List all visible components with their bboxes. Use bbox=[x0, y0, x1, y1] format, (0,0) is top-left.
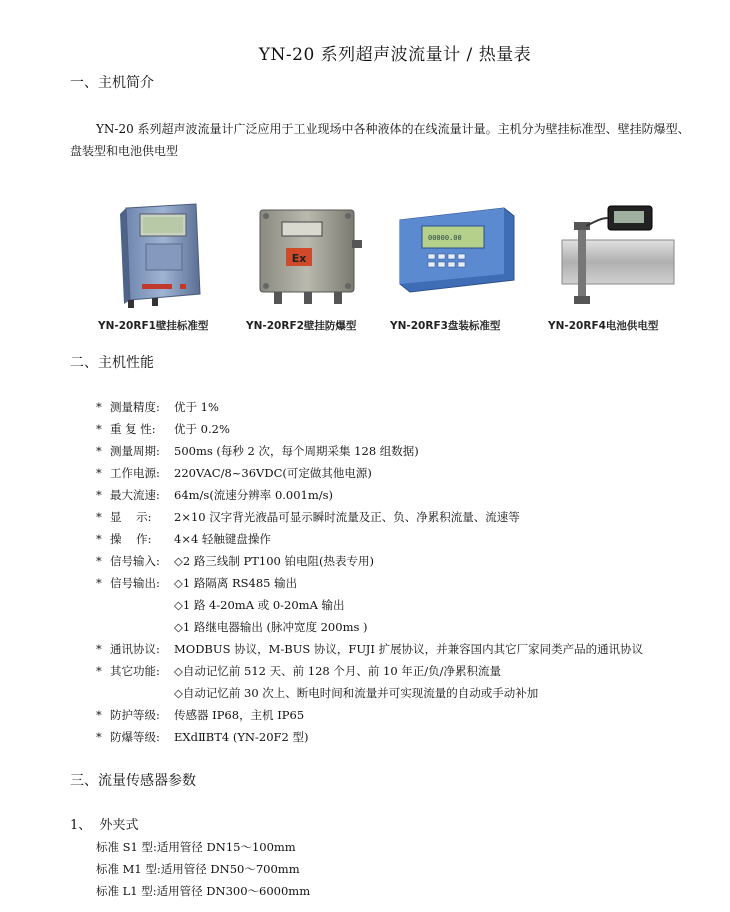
spec-value: ◇1 路继电器输出 (脉冲宽度 200ms ) bbox=[174, 620, 368, 634]
product-caption: YN-20RF2壁挂防爆型 bbox=[246, 320, 357, 332]
bullet-star: * bbox=[96, 730, 102, 744]
bullet-star: * bbox=[96, 576, 102, 590]
spec-value: 传感器 IP68，主机 IP65 bbox=[174, 708, 305, 722]
product-rf4 bbox=[548, 200, 678, 332]
spec-value: ◇自动记忆前 30 次上、断电时间和流量并可实现流量的自动或手动补加 bbox=[174, 686, 539, 700]
spec-label: 其它功能: bbox=[110, 664, 160, 678]
spec-row bbox=[96, 462, 716, 484]
spec-label: 显 示: bbox=[110, 510, 152, 524]
sensor-item: 标准 M1 型:适用管径 DN50～700mm bbox=[96, 862, 300, 876]
sensor-list bbox=[96, 836, 310, 902]
ex-mark-label: Ex bbox=[291, 252, 307, 265]
spec-row-continued bbox=[96, 594, 716, 616]
spec-label: 最大流速: bbox=[110, 488, 160, 502]
bullet-star: * bbox=[96, 400, 102, 414]
spec-row bbox=[96, 506, 716, 528]
battery-powered-meter-image bbox=[548, 200, 678, 312]
svg-text:00000.00: 00000.00 bbox=[428, 234, 462, 242]
product-rf2 bbox=[246, 200, 376, 332]
spec-row bbox=[96, 440, 716, 462]
product-gallery bbox=[96, 200, 686, 340]
spec-label: 通讯协议: bbox=[110, 642, 160, 656]
spec-value: ◇2 路三线制 PT100 铂电阻(热表专用) bbox=[174, 554, 374, 568]
bullet-star: * bbox=[96, 466, 102, 480]
section1-intro: YN-20 系列超声波流量计广泛应用于工业现场中各种液体的在线流量计量。主机分为壁挂标准型、壁挂防爆型、盘装型和电池供电型 bbox=[70, 122, 690, 158]
bullet-star: * bbox=[96, 554, 102, 568]
spec-value: 优于 0.2% bbox=[174, 422, 230, 436]
panel-mount-unit-image bbox=[392, 200, 522, 312]
spec-label: 防爆等级: bbox=[110, 730, 160, 744]
bullet-star: * bbox=[96, 708, 102, 722]
sensor-item: 标准 S1 型:适用管径 DN15～100mm bbox=[96, 840, 296, 854]
bullet-star: * bbox=[96, 532, 102, 546]
spec-label: 信号输出: bbox=[110, 576, 160, 590]
bullet-star: * bbox=[96, 422, 102, 436]
spec-label: 防护等级: bbox=[110, 708, 160, 722]
spec-row bbox=[96, 660, 716, 682]
spec-row bbox=[96, 418, 716, 440]
spec-row bbox=[96, 638, 716, 660]
spec-label: 重 复 性: bbox=[110, 422, 156, 436]
spec-value: ◇自动记忆前 512 天、前 128 个月、前 10 年正/负/净累积流量 bbox=[174, 664, 502, 678]
spec-row-continued bbox=[96, 616, 716, 638]
bullet-star: * bbox=[96, 510, 102, 524]
spec-row-continued bbox=[96, 682, 716, 704]
product-rf1 bbox=[96, 200, 226, 332]
page-title: YN-20 系列超声波流量计 / 热量表 bbox=[258, 45, 532, 65]
spec-value: 64m/s(流速分辨率 0.001m/s) bbox=[174, 488, 334, 502]
spec-row bbox=[96, 396, 716, 418]
spec-value: ◇1 路 4-20mA 或 0-20mA 输出 bbox=[174, 598, 345, 612]
product-caption: YN-20RF4电池供电型 bbox=[548, 320, 659, 332]
bullet-star: * bbox=[96, 444, 102, 458]
explosion-proof-enclosure-image bbox=[246, 200, 376, 312]
spec-value: 4×4 轻触键盘操作 bbox=[174, 532, 271, 546]
bullet-star: * bbox=[96, 488, 102, 502]
spec-label: 信号输入: bbox=[110, 554, 160, 568]
spec-label: 操 作: bbox=[110, 532, 152, 546]
product-rf3 bbox=[390, 200, 522, 332]
spec-label: 测量精度: bbox=[110, 400, 160, 414]
spec-value: ◇1 路隔离 RS485 输出 bbox=[174, 576, 298, 590]
spec-row bbox=[96, 550, 716, 572]
spec-label: 测量周期: bbox=[110, 444, 160, 458]
spec-row bbox=[96, 704, 716, 726]
section2-heading: 二、主机性能 bbox=[70, 355, 154, 371]
spec-row bbox=[96, 528, 716, 550]
spec-value: MODBUS 协议，M-BUS 协议，FUJI 扩展协议，并兼容国内其它厂家同类产品的通讯协议 bbox=[174, 642, 644, 656]
spec-row bbox=[96, 726, 716, 748]
spec-row bbox=[96, 572, 716, 594]
spec-value: 2×10 汉字背光液晶可显示瞬时流量及正、负、净累积流量、流速等 bbox=[174, 510, 520, 524]
sensor-item: 标准 L1 型:适用管径 DN300～6000mm bbox=[96, 884, 311, 898]
section3-heading: 三、流量传感器参数 bbox=[70, 773, 196, 789]
product-caption: YN-20RF1壁挂标准型 bbox=[98, 320, 209, 332]
bullet-star: * bbox=[96, 642, 102, 656]
bullet-star: * bbox=[96, 664, 102, 678]
spec-label: 工作电源: bbox=[110, 466, 160, 480]
product-caption: YN-20RF3盘装标准型 bbox=[390, 320, 501, 332]
subsection-clamp-on-heading: 1、 外夹式 bbox=[70, 818, 139, 833]
section1-heading: 一、主机简介 bbox=[70, 75, 154, 91]
spec-value: 220VAC/8~36VDC(可定做其他电源) bbox=[174, 466, 372, 480]
spec-value: 500ms (每秒 2 次，每个周期采集 128 组数据) bbox=[174, 444, 419, 458]
spec-value: EXdⅡBT4 (YN-20F2 型) bbox=[174, 730, 309, 744]
spec-row bbox=[96, 484, 716, 506]
spec-value: 优于 1% bbox=[174, 400, 219, 414]
wall-mount-standard-image bbox=[96, 200, 226, 312]
spec-list bbox=[96, 396, 716, 748]
